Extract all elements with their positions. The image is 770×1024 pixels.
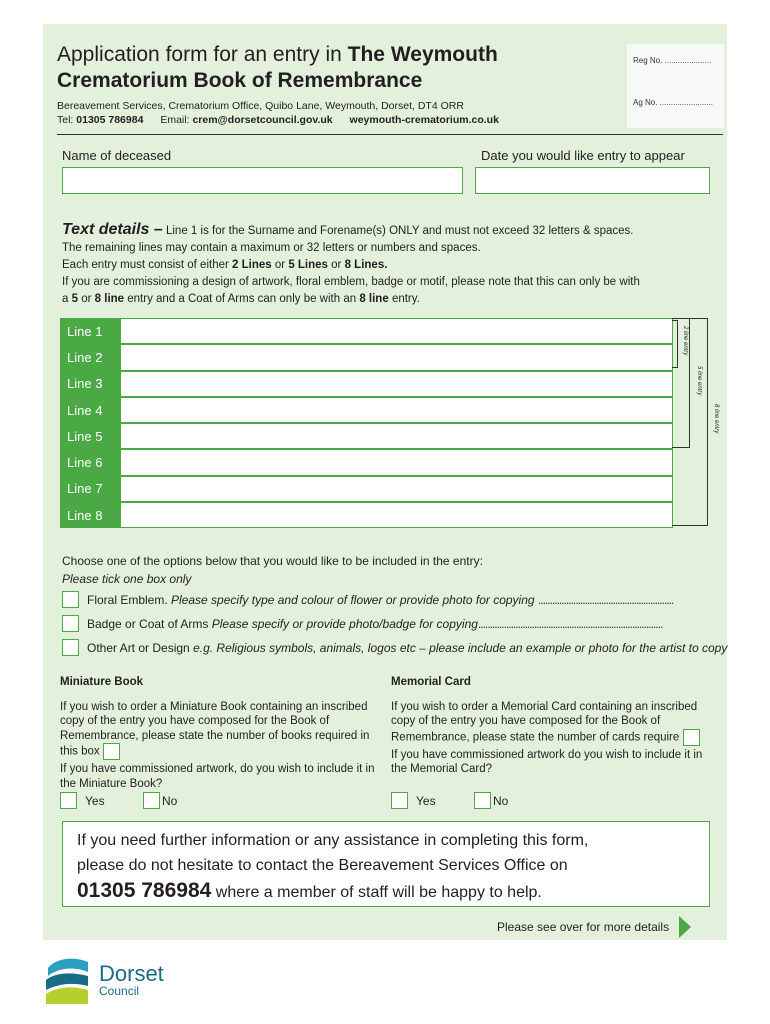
memorial-quantity-field[interactable] bbox=[683, 729, 700, 746]
title-bold: The Weymouth bbox=[347, 43, 498, 66]
text-fragment: entry and a Coat of Arms can only be with an bbox=[127, 293, 357, 305]
entry-line-row bbox=[60, 344, 673, 370]
title-line-2: Crematorium Book of Remembrance bbox=[57, 69, 423, 92]
text-fragment: 8 Lines. bbox=[344, 259, 388, 271]
line-label: Line 8 bbox=[60, 502, 121, 528]
memorial-artwork-question: If you have commissioned artwork do you wish to include it in the Memorial Card? bbox=[391, 748, 703, 775]
divider bbox=[57, 134, 723, 135]
address: Bereavement Services, Crematorium Office, Quibo Lane, Weymouth, Dorset, DT4 ORR bbox=[57, 100, 464, 112]
line-1-field[interactable] bbox=[121, 318, 673, 344]
memorial-no-checkbox[interactable] bbox=[474, 792, 491, 809]
entry-line-row bbox=[60, 476, 673, 502]
office-use-box bbox=[627, 44, 724, 128]
logo-name: Dorset bbox=[99, 961, 164, 986]
options-hint: Please tick one box only bbox=[62, 572, 192, 586]
line-8-field[interactable] bbox=[121, 502, 673, 528]
miniature-no bbox=[143, 792, 177, 809]
help-phone: 01305 786984 bbox=[77, 879, 212, 902]
option-label: Other Art or Design bbox=[87, 640, 190, 655]
text-fragment: 5 Lines bbox=[288, 259, 328, 271]
yes-label: Yes bbox=[416, 793, 436, 808]
name-of-deceased-field[interactable] bbox=[62, 167, 463, 194]
line-2-field[interactable] bbox=[121, 344, 673, 370]
text-fragment: 2 Lines bbox=[232, 259, 272, 271]
line-label: Line 7 bbox=[60, 476, 121, 502]
help-line: please do not hesitate to contact the Bereavement Services Office on bbox=[77, 857, 568, 874]
eight-line-bracket bbox=[672, 318, 708, 526]
contact-details bbox=[57, 99, 499, 127]
help-line: where a member of staff will be happy to help. bbox=[215, 884, 542, 901]
help-line: If you need further information or any assistance in completing this form, bbox=[77, 832, 589, 849]
miniature-yes bbox=[60, 792, 105, 809]
email-link[interactable]: crem@dorsetcouncil.gov.uk bbox=[192, 114, 333, 126]
line-4-field[interactable] bbox=[121, 397, 673, 423]
date-label: Date you would like entry to appear bbox=[481, 148, 685, 163]
text-fragment: 5 bbox=[71, 293, 79, 305]
other-option bbox=[62, 639, 727, 656]
eight-line-label: 8 line entry bbox=[713, 404, 719, 434]
dorset-council-logo bbox=[44, 954, 164, 1006]
reg-no: Reg No. ..................... bbox=[633, 56, 712, 65]
option-hint: e.g. Religious symbols, animals, logos etc – please include an example or photo for the artist to copy bbox=[193, 640, 728, 655]
line-5-field[interactable] bbox=[121, 423, 673, 449]
entry-line-row bbox=[60, 371, 673, 397]
tel-label: Tel: bbox=[57, 114, 74, 126]
memorial-no bbox=[474, 792, 508, 809]
text-details-heading: Text details – bbox=[62, 221, 163, 238]
miniature-yes-checkbox[interactable] bbox=[60, 792, 77, 809]
see-over-note bbox=[497, 916, 691, 938]
line-3-field[interactable] bbox=[121, 371, 673, 397]
yes-label: Yes bbox=[85, 793, 105, 808]
tel-number: 01305 786984 bbox=[76, 114, 144, 126]
no-label: No bbox=[493, 793, 509, 808]
text-details-line bbox=[62, 257, 712, 274]
entry-lines bbox=[60, 318, 673, 528]
miniature-no-checkbox[interactable] bbox=[143, 792, 160, 809]
line-label: Line 6 bbox=[60, 449, 121, 475]
email-label: Email: bbox=[160, 114, 190, 126]
entry-line-row bbox=[60, 449, 673, 475]
form-title bbox=[57, 42, 498, 94]
memorial-text: If you wish to order a Memorial Card containing an inscribed copy of the entry you have composed for the Book of Remembrance, please state the number of cards require bbox=[391, 700, 698, 744]
text-details-line bbox=[62, 291, 712, 308]
entry-line-row bbox=[60, 397, 673, 423]
text-fragment: Each entry must consist of either bbox=[62, 259, 229, 271]
line-label: Line 3 bbox=[60, 371, 121, 397]
entry-line-row bbox=[60, 423, 673, 449]
option-label: Badge or Coat of Arms bbox=[87, 616, 209, 631]
line-7-field[interactable] bbox=[121, 476, 673, 502]
memorial-yes-checkbox[interactable] bbox=[391, 792, 408, 809]
line-label: Line 5 bbox=[60, 423, 121, 449]
options-intro bbox=[62, 552, 483, 588]
other-art-checkbox[interactable] bbox=[62, 639, 79, 656]
two-line-label: 2 line entry bbox=[682, 326, 688, 356]
text-details-line: If you are commissioning a design of artwork, floral emblem, badge or motif, please note that this can only be with bbox=[62, 276, 640, 288]
option-dots: .......................................................... bbox=[537, 592, 674, 607]
see-over-text: Please see over for more details bbox=[497, 920, 670, 934]
website-link[interactable]: weymouth-crematorium.co.uk bbox=[349, 114, 499, 126]
logo-sub: Council bbox=[99, 984, 140, 998]
text-fragment: 8 line bbox=[94, 293, 125, 305]
text-details-line: The remaining lines may contain a maximum or 32 letters or numbers and spaces. bbox=[62, 242, 481, 254]
text-fragment: or bbox=[331, 259, 342, 271]
text-fragment: or bbox=[81, 293, 92, 305]
option-label: Floral Emblem. bbox=[87, 592, 168, 607]
text-fragment: or bbox=[274, 259, 286, 271]
option-hint: Please specify or provide photo/badge for copying bbox=[211, 616, 478, 631]
text-fragment: a bbox=[62, 293, 69, 305]
option-dots: ............................................................................... bbox=[477, 616, 663, 631]
memorial-card-section bbox=[391, 675, 711, 777]
badge-option bbox=[62, 615, 662, 632]
options-intro-text: Choose one of the options below that you would like to be included in the entry: bbox=[62, 554, 483, 568]
entry-date-field[interactable] bbox=[475, 167, 710, 194]
text-fragment: 8 line bbox=[359, 293, 389, 305]
memorial-heading: Memorial Card bbox=[391, 676, 471, 688]
miniature-heading: Miniature Book bbox=[60, 676, 144, 688]
arrow-right-icon bbox=[679, 916, 691, 938]
logo-text bbox=[99, 963, 164, 997]
miniature-artwork-question: If you have commissioned artwork, do you wish to include it in the Miniature Book? bbox=[60, 763, 375, 790]
line-label: Line 2 bbox=[60, 344, 121, 370]
floral-option bbox=[62, 591, 673, 608]
five-line-label: 5 line entry bbox=[696, 366, 702, 396]
no-label: No bbox=[162, 793, 178, 808]
title-prefix: Application form for an entry in bbox=[57, 43, 342, 66]
text-details bbox=[62, 221, 712, 308]
ag-no: Ag No. ........................ bbox=[633, 98, 714, 107]
miniature-text: If you wish to order a Miniature Book containing an inscribed copy of the entry you have composed for the Book of Remembrance, please state the number of books required in this box bbox=[60, 700, 370, 758]
text-fragment: entry. bbox=[391, 293, 420, 305]
floral-emblem-checkbox[interactable] bbox=[62, 591, 79, 608]
dorset-logo-icon bbox=[44, 954, 90, 1006]
memorial-yes bbox=[391, 792, 436, 809]
line-label: Line 4 bbox=[60, 397, 121, 423]
line-6-field[interactable] bbox=[121, 449, 673, 475]
entry-line-row bbox=[60, 318, 673, 344]
badge-coat-of-arms-checkbox[interactable] bbox=[62, 615, 79, 632]
text-details-line: Line 1 is for the Surname and Forename(s) ONLY and must not exceed 32 letters & spaces. bbox=[165, 225, 634, 237]
miniature-book-section bbox=[60, 675, 375, 791]
name-label: Name of deceased bbox=[62, 148, 172, 163]
entry-line-row bbox=[60, 502, 673, 528]
miniature-quantity-field[interactable] bbox=[103, 743, 120, 760]
help-box bbox=[62, 821, 710, 907]
option-hint: Please specify type and colour of flower or provide photo for copying bbox=[171, 592, 535, 607]
line-label: Line 1 bbox=[60, 318, 121, 344]
